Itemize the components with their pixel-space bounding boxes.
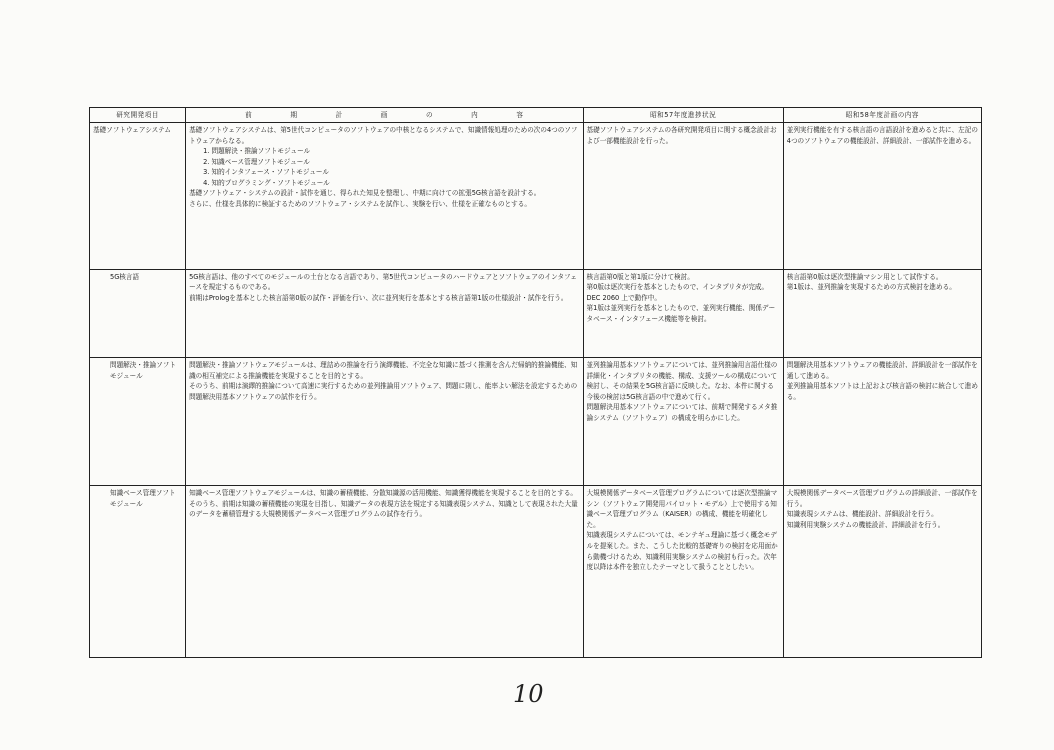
plan58-cell: [783, 358, 981, 486]
plan-cell: [186, 358, 583, 486]
item-label: 知識ベース管理ソフトモジュール: [110, 489, 176, 508]
plan-table: [89, 107, 982, 658]
plan58-cell: [783, 123, 981, 270]
plan58-cell: [783, 269, 981, 357]
item-label: 基礎ソフトウェアシステム: [93, 126, 171, 134]
plan58-text: 並列実行機能を有する核言語の言語設計を進めると共に、左記の4つのソフトウェアの機能設計、詳細設計、一部試作を進める。: [786, 126, 978, 145]
table-row: [90, 486, 982, 658]
header-char: 前: [245, 110, 253, 119]
page-number: 10: [513, 680, 544, 708]
progress-text: 大規模関係データベース管理プログラムについては逐次型推論マシン（ソフトウェア開発用パイロット・モデル）上で使用する知識ベース管理プログラム（KAISER）の構成、機能を明確化した。 知識表現システムについては、モンテギュ理論に基づく概念モデルを提案した。また、こうした比較的基礎寄りの検討を応用面から動機づけるため、知識利用実験システムの検討も行った。次年度以降は本件を独立したテーマとして扱うこととしたい。: [586, 489, 778, 572]
progress-cell: [583, 358, 783, 486]
progress-cell: [583, 123, 783, 270]
plan58-text: 核言語第0版は逐次型推論マシン用として試作する。 第1版は、並列推論を実現するための方式検討を進める。: [786, 272, 956, 292]
item-cell: [90, 123, 186, 270]
table-row: [90, 269, 982, 357]
item-cell: [90, 486, 186, 658]
header-char: 期: [290, 110, 298, 119]
header-char: 容: [516, 110, 524, 119]
progress-cell: [583, 269, 783, 357]
plan-text: 5G核言語は、他のすべてのモジュールの土台となる言語であり、第5世代コンピュータのハードウェアとソフトウェアのインタフェースを規定するものである。 前期はPrologを基本とした核言語第0版の試作・評価を行い、次に並列実行を基本とする核言語第1版の仕様設計・試作を行う。: [189, 272, 577, 302]
plan-text: 知識ベース管理ソフトウェアモジュールは、知識の蓄積機能、分散知識源の活用機能、知識獲得機能を実現することを目的とする。 そのうち、前期は知識の蓄積機能の実現を目指し、知識データの表現方法を規定する知識表現システム、知識として表現された大量のデータを蓄積管理する大規模関係データベース管理プログラムの試作を行う。: [189, 489, 578, 519]
plan-text: 問題解決・推論ソフトウェアモジュールは、理詰めの推論を行う演繹機能、不完全な知識に基づく推測を含んだ帰納的推論機能、知識の相互補完による推論機能を実現することを目的とする。 そのうち、前期は演繹的推論について高速に実行するための並列推論用ソフトウェア、問題に則し、能率よい解法を設定するための問題解決用基本ソフトウェアの試作を行う。: [189, 361, 578, 401]
plan-intro: 基礎ソフトウェアシステムは、第5世代コンピュータのソフトウェアの中核となるシステムで、知識情報処理のための次の4つのソフトウェアからなる。: [189, 126, 578, 145]
plan58-text: 大規模関係データベース管理プログラムの詳細設計、一部試作を行う。 知識表現システムは、機能設計、詳細設計を行う。 知識利用実験システムの機能設計、詳細設計を行う。: [786, 489, 978, 529]
list-item: 2. 知識ベース管理ソフトモジュール: [203, 157, 310, 166]
item-cell: [90, 269, 186, 357]
item-cell: [90, 358, 186, 486]
header-char: の: [425, 110, 434, 119]
list-item: 4. 知的プログラミング・ソフトモジュール: [203, 178, 330, 187]
module-list: [189, 146, 579, 188]
plan-cell: [186, 269, 583, 357]
list-item: 1. 問題解決・推論ソフトモジュール: [203, 147, 311, 156]
header-plan: [186, 108, 583, 123]
header-plan58: 昭和58年度計画の内容: [783, 108, 981, 123]
plan-outro: 基礎ソフトウェア・システムの設計・試作を通じ、得られた知見を整理し、中期に向けての拡張5G核言語を設計する。 さらに、仕様を具体的に検証するためのソフトウェア・システムを試作し、実験を行い、仕様を正確なものとする。: [189, 189, 541, 208]
header-item: 研究開発項目: [90, 108, 186, 123]
progress-text: 並列推論用基本ソフトウェアについては、並列推論用言語仕様の詳細化・インタプリタの機能、構成、支援ツールの構成について検討し、その結果を5G核言語に反映した。なお、本件に関する今後の検討は5G核言語の中で進めて行く。 問題解決用基本ソフトウェアについては、前期で開発するメタ推論システム（ソフトウェア）の構成を明らかにした。: [586, 361, 778, 422]
plan58-cell: [783, 486, 981, 658]
progress-cell: [583, 486, 783, 658]
header-progress57: 昭和57年度進捗状況: [583, 108, 783, 123]
plan58-text: 問題解決用基本ソフトウェアの機能設計、詳細設計を一部試作を通して進める。 並列推論用基本ソフトは上記および核言語の検討に統合して進める。: [786, 361, 978, 401]
plan-cell: [186, 486, 583, 658]
plan-cell: [186, 123, 583, 270]
table-row: [90, 123, 982, 270]
header-char: 画: [380, 110, 388, 119]
header-char: 内: [471, 110, 479, 119]
item-label: 問題解決・推論ソフトモジュール: [110, 361, 176, 380]
header-row: [90, 108, 982, 123]
progress-text: 基礎ソフトウェアシステムの各研究開発項目に関する概念設計および一部機能設計を行った。: [586, 126, 777, 145]
list-item: 3. 知的インタフェース・ソフトモジュール: [203, 168, 329, 177]
item-label: 5G核言語: [110, 272, 140, 281]
header-char: 計: [335, 110, 343, 119]
table-row: [90, 358, 982, 486]
progress-text: 核言語第0版と第1版に分けて検討。 第0版は逐次実行を基本としたもので、インタプリタが完成。DEC 2060 上で動作中。 第1版は並列実行を基本としたもので、並列実行機能、関係データベース・インタフェース機能等を検討。: [586, 272, 776, 323]
